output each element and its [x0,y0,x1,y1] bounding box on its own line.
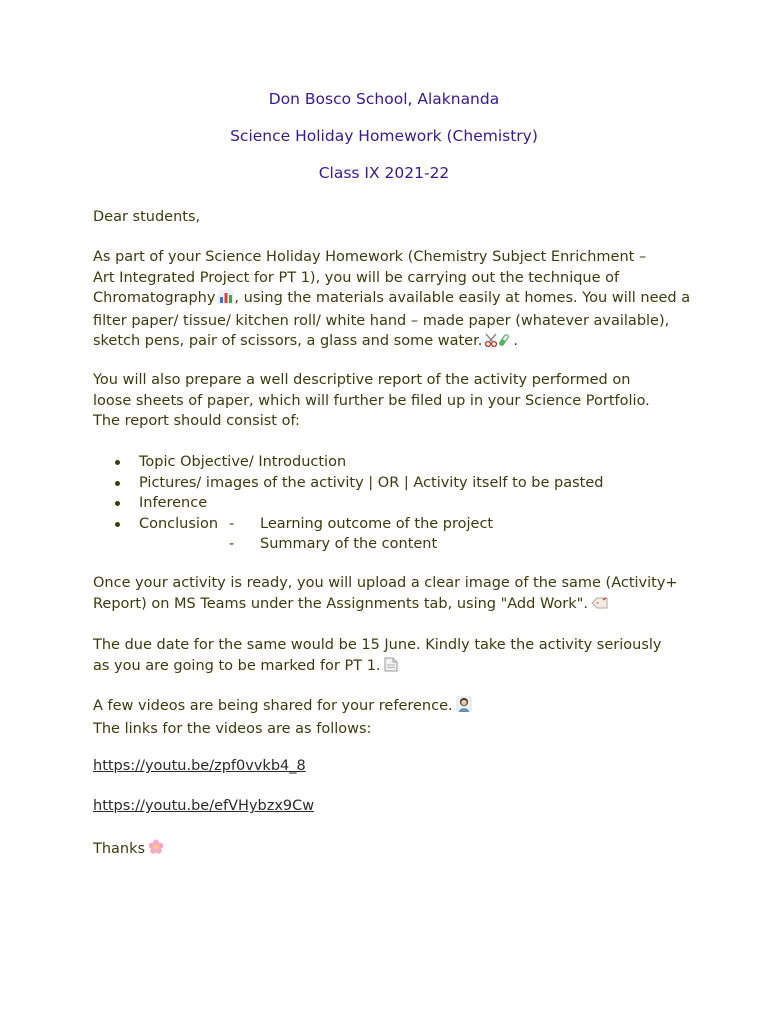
paragraph-line: Once your activity is ready, you will upload a clear image of the same (Activity+ [93,575,678,591]
paragraph-line: The due date for the same would be 15 June. Kindly take the activity seriously [93,637,662,653]
report-paragraph [93,370,693,432]
document-icon [384,657,398,679]
paragraph-line: filter paper/ tissue/ kitchen roll/ white hand – made paper (whatever available), [93,312,670,329]
paragraph-line: Report) on MS Teams under the Assignments tab, using "Add Work". [93,594,693,617]
dash: - [229,515,235,532]
tag-icon [591,596,609,617]
paragraph-line: The report should consist of: [93,413,300,430]
list-item: Topic Objective/ Introduction [93,452,604,473]
paragraph-line: You will also prepare a well descriptive report of the activity performed on [93,372,631,388]
closing: Thanks [93,839,693,862]
upload-paragraph [93,573,693,616]
videos-paragraph [93,696,693,739]
due-date-paragraph [93,635,693,678]
paragraph-line: as you are going to be marked for PT 1. [93,656,693,679]
paragraph-line: As part of your Science Holiday Homework (Chemistry Subject Enrichment – [93,249,647,265]
chromatography-word: Chromatography [93,290,216,307]
report-contents-list [93,452,604,534]
scissors-test-tube-icon [485,333,513,354]
bullet-icon [115,481,120,486]
greeting: Dear students, [93,209,201,225]
conclusion-point: Learning outcome of the project [260,515,494,532]
paragraph-line: The links for the videos are as follows: [93,720,372,737]
class-label: Class IX 2021-22 [318,164,450,182]
paragraph-line: loose sheets of paper, which will further be filed up in your Science Portfolio. [93,392,650,409]
list-item: Conclusion - Learning outcome of the project [93,514,604,535]
school-name: Don Bosco School, Alaknanda [268,90,500,108]
bullet-icon [115,460,120,465]
conclusion-sub-point [93,534,437,555]
list-item: Inference [93,493,604,514]
dash: - [229,536,235,552]
teacher-icon [456,696,472,719]
conclusion-point: Summary of the content [260,536,438,552]
flower-icon [148,839,164,862]
list-item: Pictures/ images of the activity | OR | Activity itself to be pasted [93,473,604,494]
paragraph-line: Chromatography , using the materials available easily at homes. You will need a [93,288,693,311]
bullet-icon [115,501,120,506]
bar-chart-icon [218,290,234,311]
paragraph-line: sketch pens, pair of scissors, a glass and some water. . [93,331,693,354]
instructions-paragraph [93,247,693,354]
video-link-2[interactable]: https://youtu.be/efVHybzx9Cw [93,798,315,814]
paragraph-line: Art Integrated Project for PT 1), you will be carrying out the technique of [93,269,620,286]
homework-title: Science Holiday Homework (Chemistry) [230,127,538,145]
bullet-icon [115,522,120,527]
video-link-1[interactable]: https://youtu.be/zpf0vvkb4_8 [93,758,306,774]
paragraph-line: A few videos are being shared for your reference. [93,696,693,719]
